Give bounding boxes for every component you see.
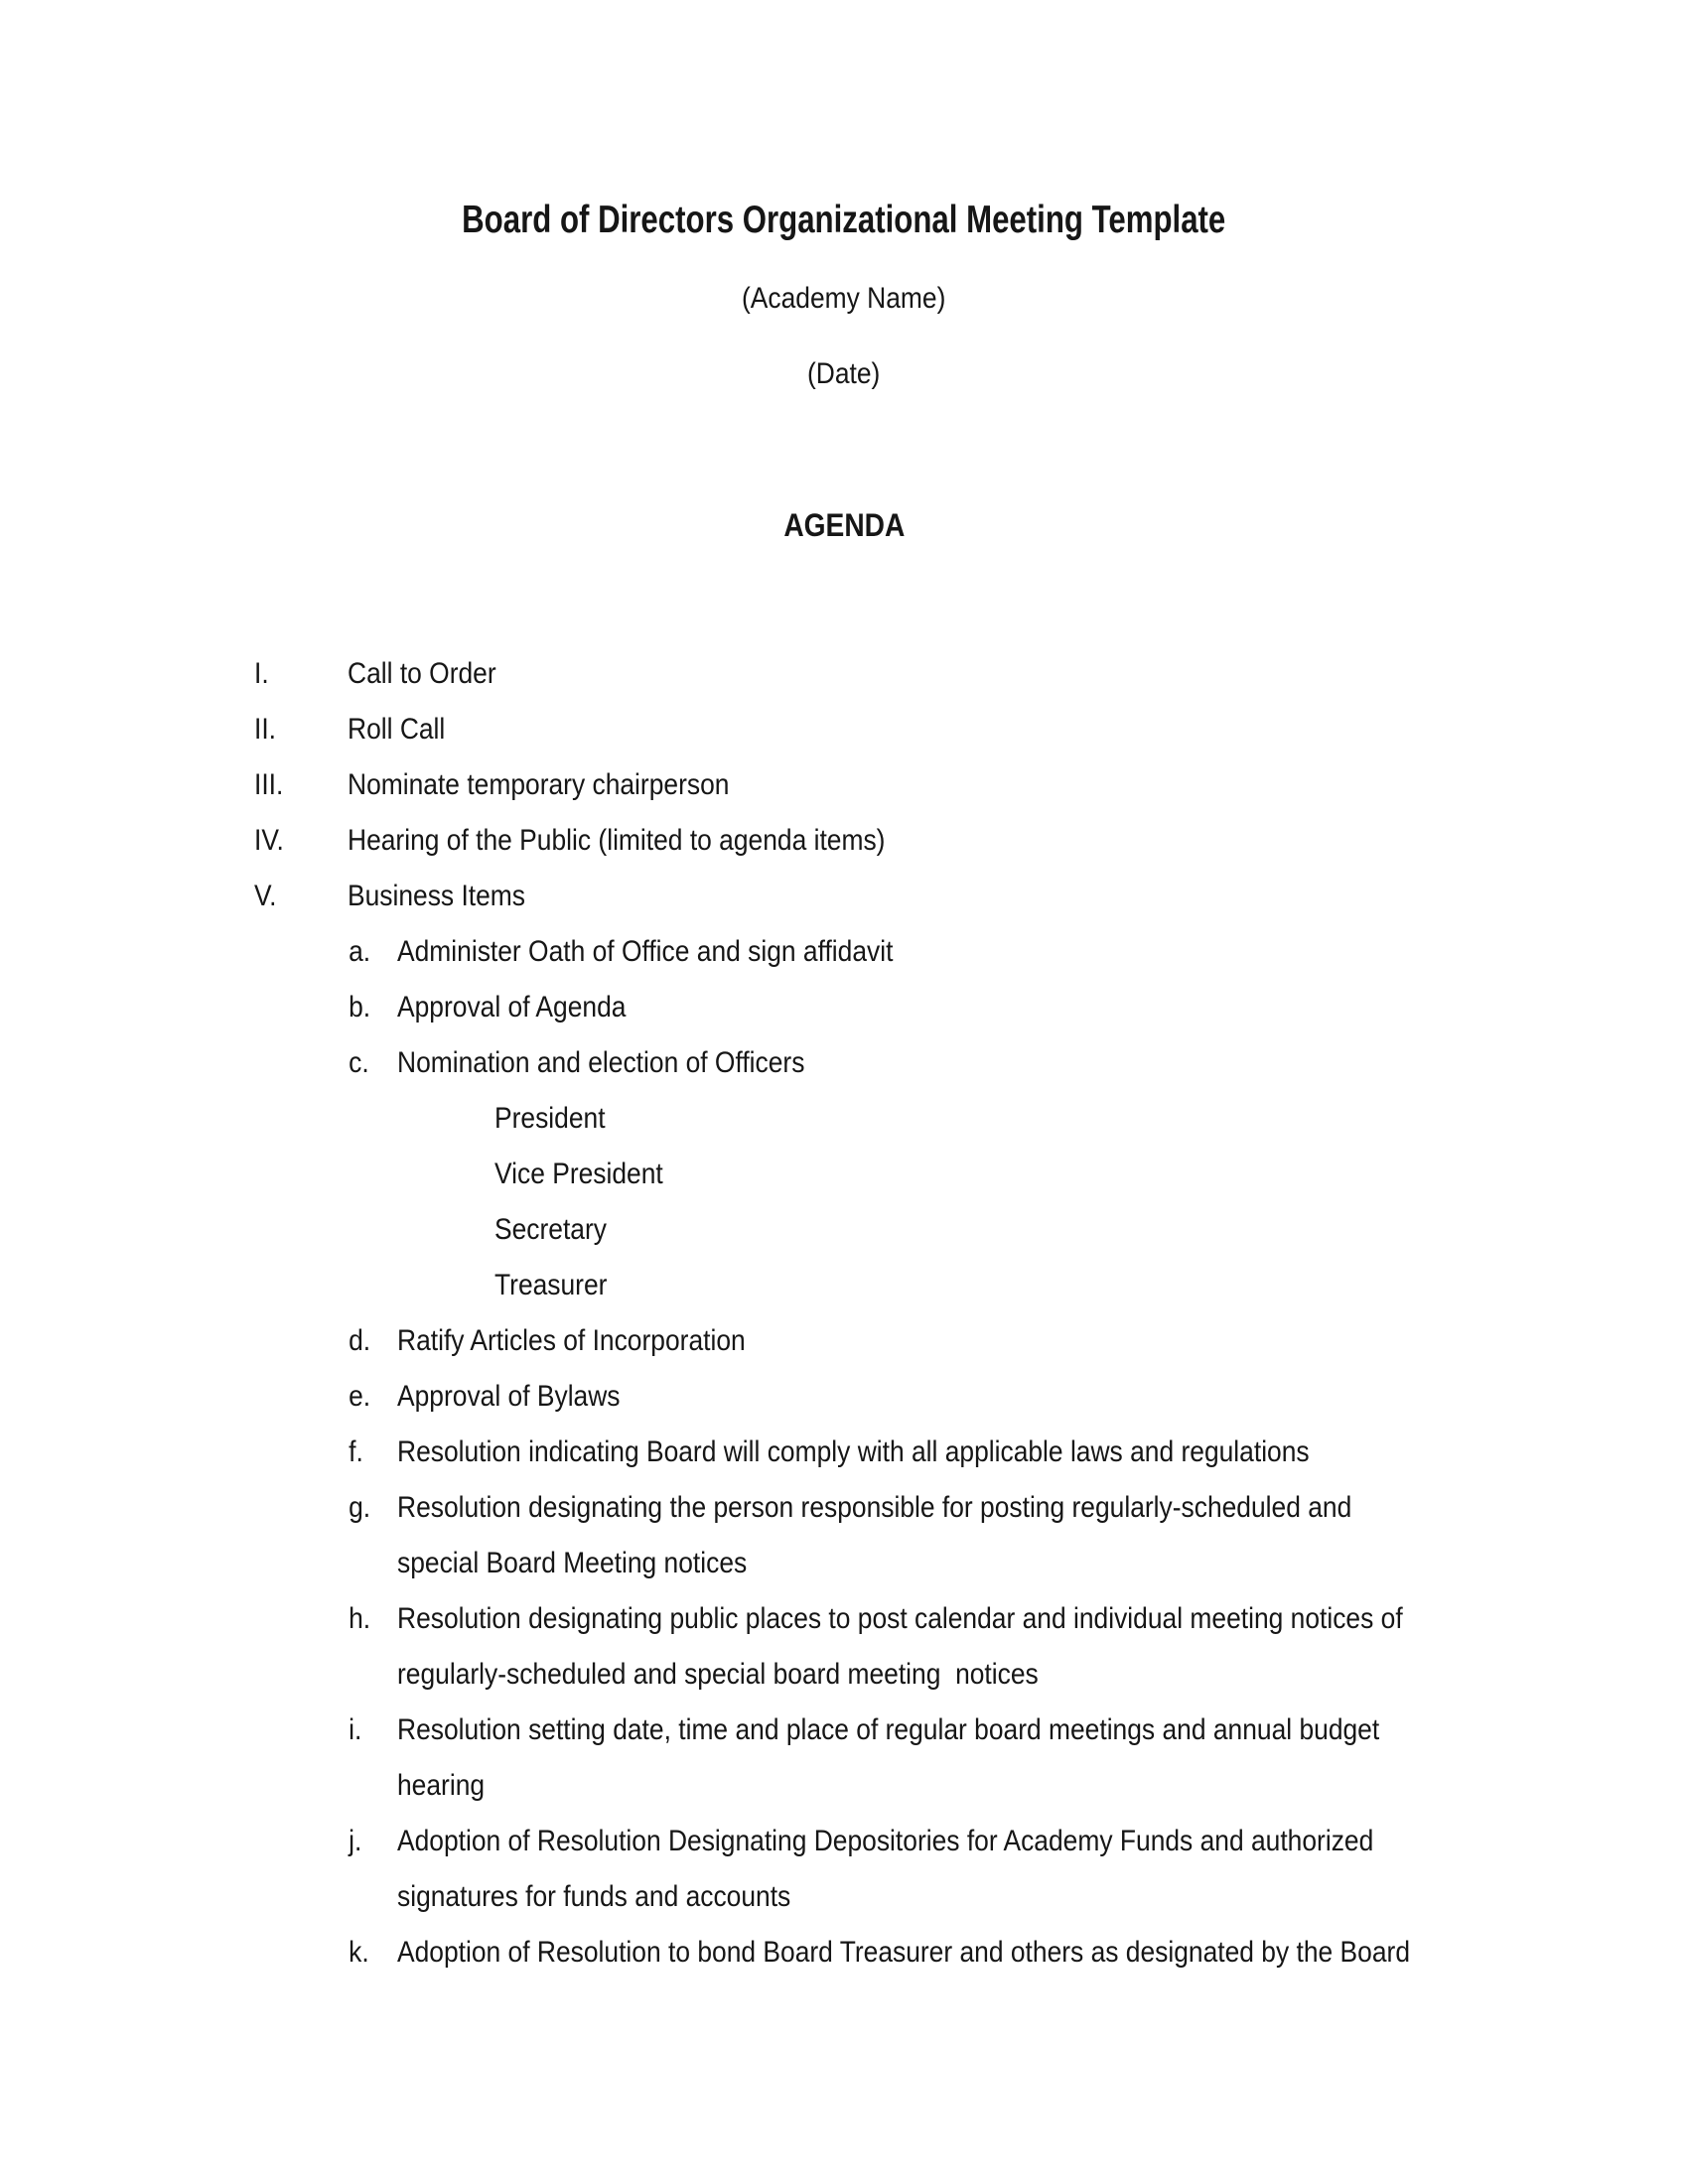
academy-name-placeholder <box>0 284 1688 314</box>
business-item-g-continued <box>0 1536 1688 1591</box>
business-item-marker: h. <box>349 1602 371 1635</box>
agenda-item-marker: IV. <box>254 824 284 857</box>
agenda-item-call-to-order <box>0 646 1688 702</box>
agenda-item-text: Call to Order <box>348 657 496 690</box>
business-item-d <box>0 1313 1688 1369</box>
business-item-marker: f. <box>349 1435 363 1468</box>
agenda-item-text: Nominate temporary chairperson <box>348 768 730 801</box>
business-item-text: Approval of Bylaws <box>397 1380 621 1413</box>
business-item-k <box>0 1925 1688 1980</box>
business-item-e <box>0 1369 1688 1425</box>
business-item-marker: e. <box>349 1380 371 1413</box>
agenda-item-marker: II. <box>254 713 277 746</box>
agenda-item-marker: III. <box>254 768 284 801</box>
agenda-item-marker: I. <box>254 657 269 690</box>
business-item-marker: g. <box>349 1491 371 1524</box>
business-item-i <box>0 1703 1688 1758</box>
officer-treasurer <box>0 1258 1688 1313</box>
agenda-list <box>0 646 1688 1980</box>
agenda-item-text: Roll Call <box>348 713 446 746</box>
agenda-heading <box>0 509 1688 541</box>
academy-name-text: (Academy Name) <box>742 282 946 315</box>
business-item-text: Adoption of Resolution to bond Board Treasurer and others as designated by the Board <box>397 1936 1411 1969</box>
business-item-h-continued <box>0 1647 1688 1703</box>
business-item-text: regularly-scheduled and special board meeting notices <box>397 1658 1039 1691</box>
business-item-g <box>0 1480 1688 1536</box>
agenda-item-text: Hearing of the Public (limited to agenda items) <box>348 824 886 857</box>
business-item-text: Ratify Articles of Incorporation <box>397 1324 746 1357</box>
business-item-i-continued <box>0 1758 1688 1814</box>
page-title-text: Board of Directors Organizational Meeting Template <box>462 199 1226 241</box>
business-item-h <box>0 1591 1688 1647</box>
agenda-item-roll-call <box>0 702 1688 757</box>
business-item-text: hearing <box>397 1769 486 1802</box>
business-item-marker: i. <box>349 1713 362 1746</box>
business-item-j-continued <box>0 1869 1688 1925</box>
business-item-marker: b. <box>349 991 371 1024</box>
page-title <box>0 201 1688 239</box>
business-item-marker: k. <box>349 1936 369 1969</box>
business-item-text: signatures for funds and accounts <box>397 1880 791 1913</box>
agenda-item-business-items <box>0 869 1688 924</box>
agenda-item-hearing-of-public <box>0 813 1688 869</box>
business-item-text: Resolution indicating Board will comply with all applicable laws and regulations <box>397 1435 1310 1468</box>
business-item-j <box>0 1814 1688 1869</box>
business-item-text: Resolution designating the person responsible for posting regularly-scheduled and <box>397 1491 1352 1524</box>
officer-vice-president <box>0 1147 1688 1202</box>
business-item-c <box>0 1035 1688 1091</box>
date-placeholder <box>0 359 1688 389</box>
business-item-marker: d. <box>349 1324 371 1357</box>
officer-president <box>0 1091 1688 1147</box>
officer-text: President <box>494 1102 606 1135</box>
business-item-text: special Board Meeting notices <box>397 1547 748 1579</box>
officer-text: Vice President <box>494 1158 663 1190</box>
business-item-b <box>0 980 1688 1035</box>
business-item-text: Approval of Agenda <box>397 991 627 1024</box>
business-item-f <box>0 1425 1688 1480</box>
business-item-marker: c. <box>349 1046 369 1079</box>
officer-text: Treasurer <box>494 1269 608 1301</box>
business-item-marker: j. <box>349 1825 362 1857</box>
agenda-item-nominate-chairperson <box>0 757 1688 813</box>
business-item-text: Resolution setting date, time and place of regular board meetings and annual budget <box>397 1713 1380 1746</box>
business-item-text: Adoption of Resolution Designating Depositories for Academy Funds and authorized <box>397 1825 1374 1857</box>
officer-text: Secretary <box>494 1213 607 1246</box>
business-item-text: Nomination and election of Officers <box>397 1046 805 1079</box>
date-text: (Date) <box>807 357 881 390</box>
business-item-a <box>0 924 1688 980</box>
officer-secretary <box>0 1202 1688 1258</box>
business-item-marker: a. <box>349 935 371 968</box>
business-item-text: Resolution designating public places to post calendar and individual meeting notices of <box>397 1602 1403 1635</box>
agenda-item-marker: V. <box>254 880 277 912</box>
agenda-item-text: Business Items <box>348 880 526 912</box>
business-item-text: Administer Oath of Office and sign affidavit <box>397 935 894 968</box>
agenda-heading-text: AGENDA <box>782 507 906 543</box>
